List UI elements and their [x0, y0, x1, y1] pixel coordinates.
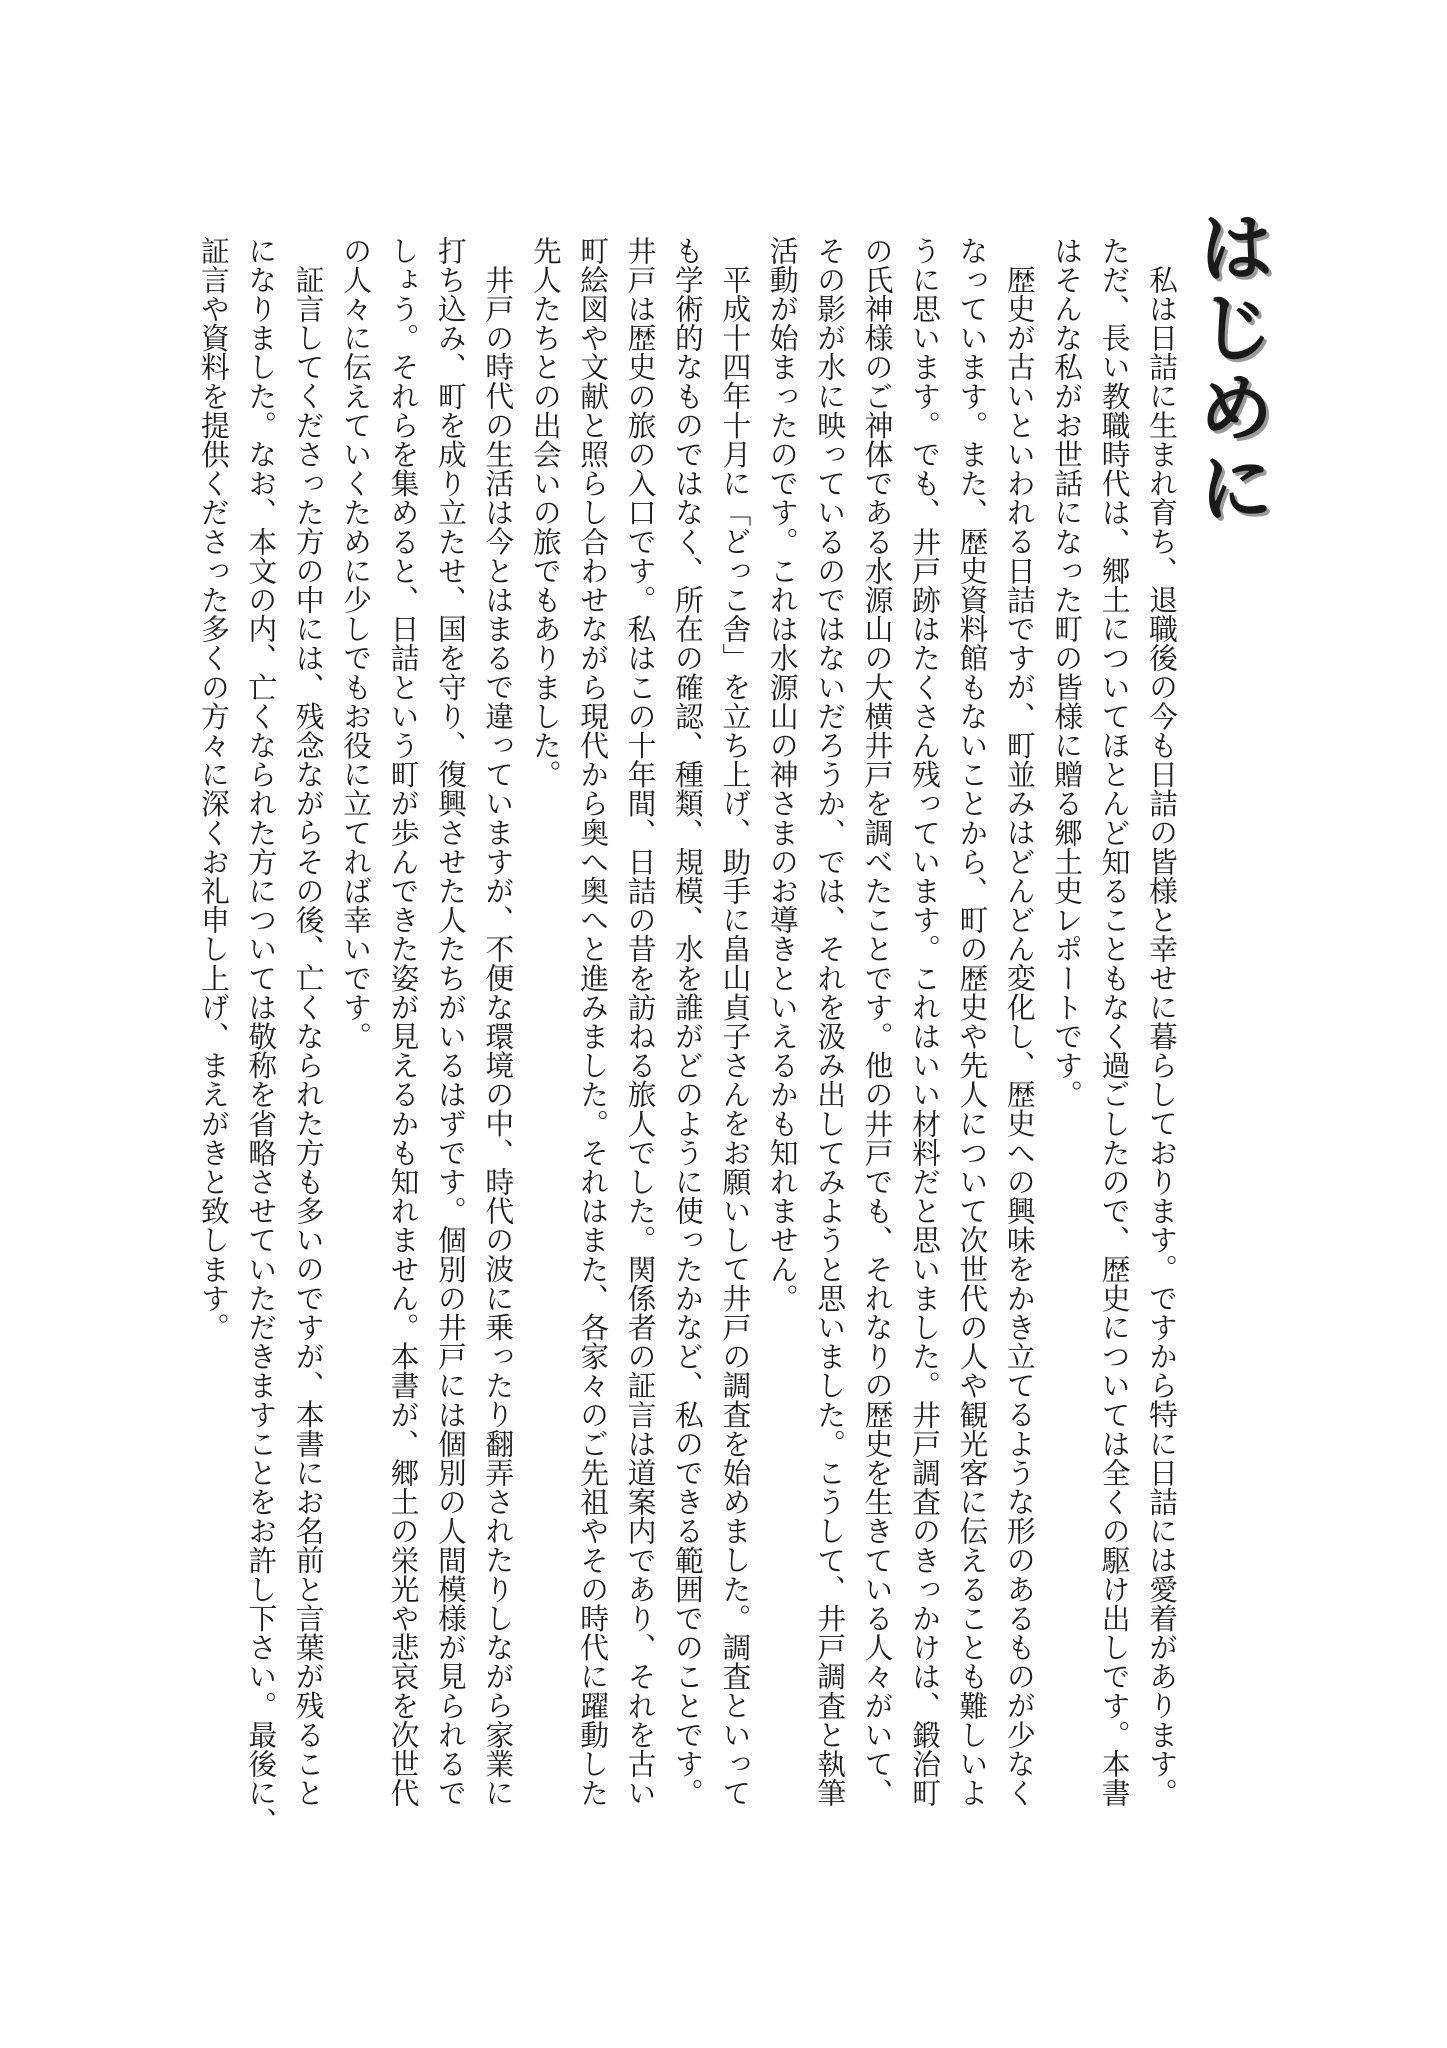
paragraph-1: 私は日詰に生まれ育ち、退職後の今も日詰の皆様と幸せに暮らしております。ですから特に日詰には愛着があります。 ただ、長い教職時代は、郷土についてほとんど知ることもなく過ごしたので、歴史については全くの駆け出しです。本書 はそんな私がお世話になった町の皆様に贈る郷土史レポートです。 [1050, 236, 1179, 1808]
paragraph-3: 平成十四年十月に「どっこ舎」を立ち上げ、助手に畠山貞子さんをお願いして井戸の調査を始めました。調査といって も学術的なものではなく、所在の確認、種類、規模、水を誰がどのように使ったかなど、私のできる範囲でのことです。 井戸は歴史の旅の入口です。私はこの十年間、日詰の昔を訪ねる旅人でした。関係者の証言は道案内であり、それを古い 町絵図や文献と照らし合わせながら現代から奥へ奥へと進みました。それはまた、各家々のご先祖やその時代に躍動した 先人たちとの出会いの旅でもありました。 [528, 236, 753, 1808]
paragraph-2: 歴史が古いといわれる日詰ですが、町並みはどんどん変化し、歴史への興味をかき立てるような形のあるものが少なく なっています。また、歴史資料館もないことから、町の歴史や先人について次世代の人や観光客に伝えることも難しいよ うに思います。でも、井戸跡はたくさん残っています。これはいい材料だと思いました。井戸調査のきっかけは、鍛治町 の氏神様のご神体である水源山の大横井戸を調べたことです。他の井戸でも、それなりの歴史を生きている人々がいて、 その影が水に映っているのではないだろうか、では、それを汲み出してみようと思いました。こうして、井戸調査と執筆 活動が始まったのです。これは水源山の神さまのお導きといえるかも知れません。 [765, 236, 1037, 1808]
paragraph-5: 証言してくださった方の中には、残念ながらその後、亡くなられた方も多いのですが、本書にお名前と言葉が残ること になりました。なお、本文の内、亡くなられた方については敬称を省略させていただきますことをお許し下さい。最後に、 証言や資料を提供くださった多くの方々に深くお礼申し上げ、まえがきと致します。 [196, 236, 326, 1837]
paragraph-4: 井戸の時代の生活は今とはまるで違っていますが、不便な環境の中、時代の波に乗ったり翻弄されたりしながら家業に 打ち込み、町を成り立たせ、国を守り、復興させた人たちがいるはずです。個別の井戸には個別の人間模様が見られるで しょう。それらを集めると、日詰という町が歩んできた姿が見えるかも知れません。本書が、郷土の栄光や悲哀を次世代 の人々に伝えていくために少しでもお役に立てれば幸いです。 [339, 236, 516, 1808]
page-title: はじめに [1186, 208, 1275, 528]
body-text [189, 236, 1185, 1986]
